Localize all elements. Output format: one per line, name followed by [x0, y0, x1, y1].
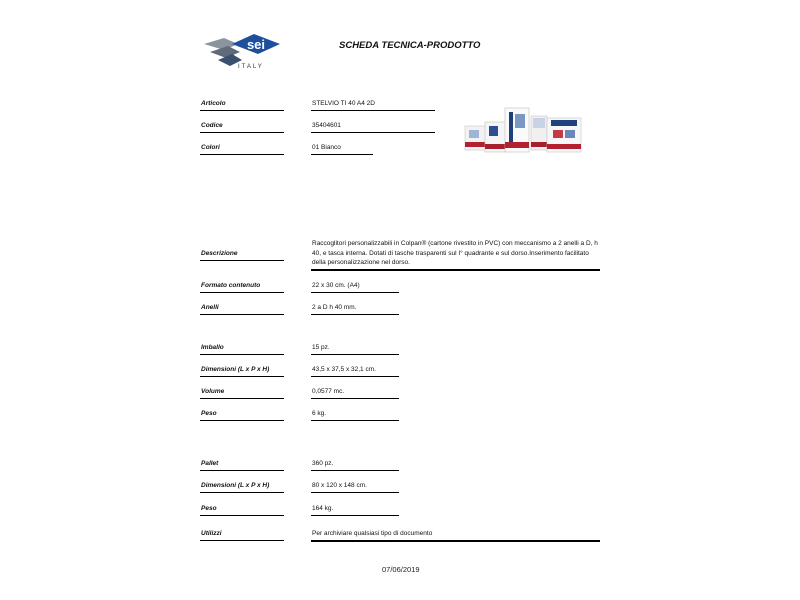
footer-date: 07/06/2019	[382, 565, 420, 574]
logo-text: sei	[246, 37, 266, 52]
dimensioni-imballo-value: 43,5 x 37,5 x 32,1 cm.	[312, 366, 376, 373]
dimensioni-pallet-label-underline	[200, 492, 284, 493]
imballo-value-underline	[311, 354, 399, 355]
colori-value: 01 Bianco	[312, 144, 341, 151]
codice-label-underline	[200, 132, 284, 133]
descrizione-label-underline	[200, 260, 284, 261]
utilizzi-label: Utilizzi	[201, 530, 222, 537]
dimensioni-imballo-label-underline	[200, 376, 284, 377]
colori-label-underline	[200, 154, 284, 155]
descrizione-value: Raccoglitori personalizzabili in Colpan® (cartone rivestito in PVC) con meccanismo a 2 anelli a D, h 40, e tasca interna. Dotati di tasche trasparenti sul I° quadrante e sul dorso.Inserimento facilitato della personalizzazione nel dorso.	[312, 240, 598, 267]
codice-label: Codice	[201, 122, 223, 129]
volume-label: Volume	[201, 388, 225, 395]
dimensioni-imballo-label: Dimensioni (L x P x H)	[201, 366, 270, 373]
descrizione-value-underline	[311, 269, 600, 271]
volume-value-underline	[311, 398, 399, 399]
peso-pallet-value: 164 kg.	[312, 505, 334, 512]
imballo-label: Imballo	[201, 344, 224, 351]
imballo-value: 15 pz.	[312, 344, 330, 351]
imballo-label-underline	[200, 354, 284, 355]
anelli-value: 2 a D h 40 mm.	[312, 304, 357, 311]
formato-value: 22 x 30 cm. (A4)	[312, 282, 360, 289]
dimensioni-imballo-value-underline	[311, 376, 399, 377]
peso-pallet-label-underline	[200, 515, 284, 516]
peso-imballo-value-underline	[311, 420, 399, 421]
pallet-label-underline	[200, 470, 284, 471]
pallet-value: 360 pz.	[312, 460, 334, 467]
volume-value: 0,0577 mc.	[312, 388, 345, 395]
product-photo	[461, 104, 585, 154]
anelli-label-underline	[200, 314, 284, 315]
articolo-label: Articolo	[201, 100, 226, 107]
dimensioni-pallet-label: Dimensioni (L x P x H)	[201, 482, 270, 489]
descrizione-label: Descrizione	[201, 250, 238, 257]
formato-label: Formato contenuto	[201, 282, 261, 289]
anelli-value-underline	[311, 314, 399, 315]
volume-label-underline	[200, 398, 284, 399]
peso-pallet-value-underline	[311, 515, 399, 516]
document-title: SCHEDA TECNICA-PRODOTTO	[339, 40, 481, 51]
articolo-value-underline	[311, 110, 435, 111]
utilizzi-value-underline	[311, 540, 600, 542]
anelli-label: Anelli	[201, 304, 219, 311]
codice-value: 35404601	[312, 122, 341, 129]
formato-label-underline	[200, 292, 284, 293]
peso-imballo-label: Peso	[201, 410, 217, 417]
colori-value-underline	[311, 154, 373, 155]
peso-imballo-value: 6 kg.	[312, 410, 327, 417]
logo-subtext: ITALY	[238, 64, 264, 70]
pallet-value-underline	[311, 470, 399, 471]
colori-label: Colori	[201, 144, 220, 151]
pallet-label: Pallet	[201, 460, 219, 467]
peso-imballo-label-underline	[200, 420, 284, 421]
utilizzi-label-underline	[200, 540, 284, 541]
dimensioni-pallet-value: 80 x 120 x 148 cm.	[312, 482, 367, 489]
codice-value-underline	[311, 132, 435, 133]
articolo-label-underline	[200, 110, 284, 111]
dimensioni-pallet-value-underline	[311, 492, 399, 493]
utilizzi-value: Per archiviare qualsiasi tipo di documento	[312, 530, 433, 537]
formato-value-underline	[311, 292, 399, 293]
articolo-value: STELVIO TI 40 A4 2D	[312, 100, 375, 107]
peso-pallet-label: Peso	[201, 505, 217, 512]
